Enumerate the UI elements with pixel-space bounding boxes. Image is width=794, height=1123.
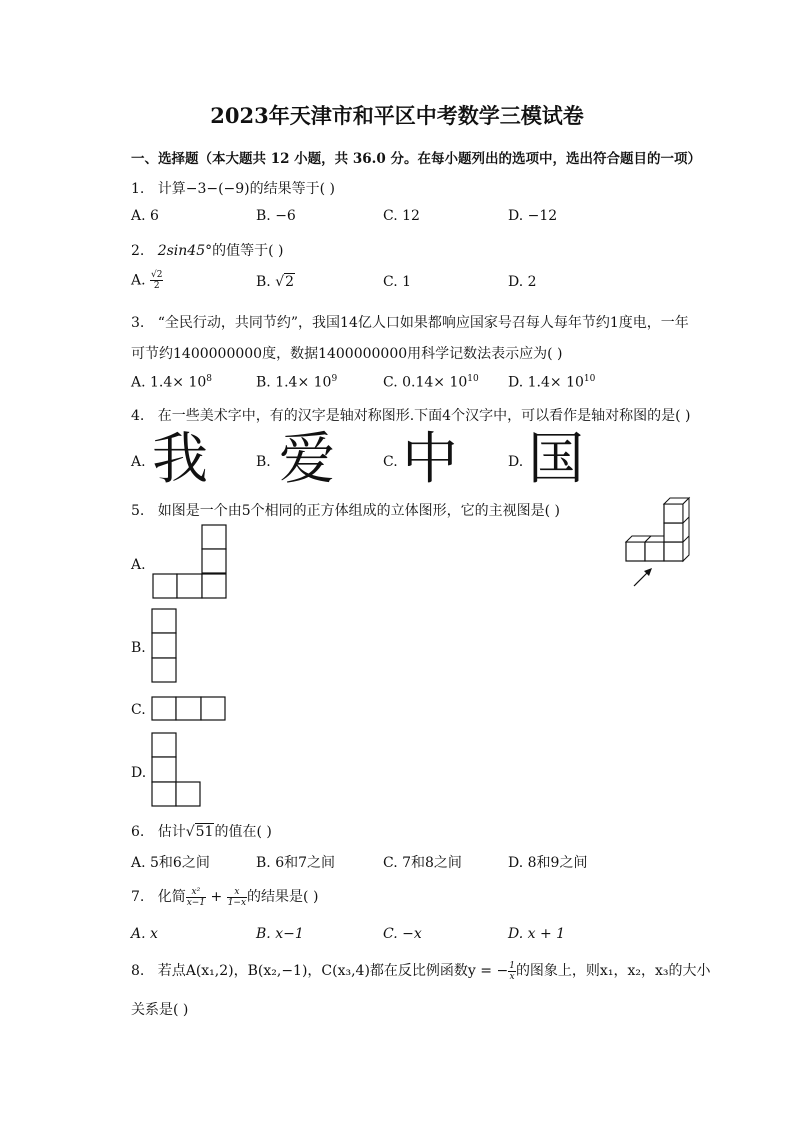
option-b-label[interactable]: B. xyxy=(131,640,146,656)
option-d-label[interactable]: D. xyxy=(131,765,147,781)
question-2 xyxy=(131,240,284,260)
question-number: 4. xyxy=(131,408,145,424)
option-c-label[interactable]: C. xyxy=(131,702,146,718)
fraction-numerator: 1 xyxy=(509,960,515,971)
fraction-denominator: x−1 xyxy=(186,897,206,908)
fraction-numerator: √2 xyxy=(151,270,163,280)
fraction xyxy=(227,887,247,908)
question-4 xyxy=(131,405,690,425)
question-number: 8. xyxy=(131,963,145,979)
question-text: 的值等于( ) xyxy=(212,243,284,259)
fraction-denominator: 2 xyxy=(153,281,160,291)
option-b[interactable]: B. √2 xyxy=(256,274,295,290)
character-zhong: 中 xyxy=(402,427,458,492)
option-label: A. xyxy=(131,272,146,289)
question-number: 7. xyxy=(131,889,145,905)
option-d[interactable] xyxy=(508,374,595,391)
option-exponent: 10 xyxy=(467,374,479,384)
question-text: 若点A(x₁,2)，B(x₂,−1)，C(x₃,4)都在反比例函数y = − xyxy=(157,963,509,979)
option-c[interactable]: C. 12 xyxy=(383,208,420,224)
option-b[interactable] xyxy=(256,374,337,391)
plus-sign: + xyxy=(210,889,223,905)
character-wo: 我 xyxy=(152,427,208,492)
option-b[interactable]: B. −6 xyxy=(256,208,296,224)
option-a-label[interactable]: A. xyxy=(131,454,146,470)
question-text: 如图是一个由5个相同的正方体组成的立体图形，它的主视图是( ) xyxy=(157,503,560,519)
fraction xyxy=(186,887,206,908)
option-a-label[interactable]: A. xyxy=(131,557,146,573)
option-d-label[interactable]: D. xyxy=(508,454,524,470)
question-3 xyxy=(131,312,689,332)
option-d[interactable]: D. 2 xyxy=(508,274,537,290)
option-exponent: 9 xyxy=(331,374,338,384)
option-exponent: 10 xyxy=(583,374,596,384)
fraction xyxy=(150,270,163,291)
cube-front xyxy=(664,523,683,542)
option-a-figure xyxy=(152,524,228,600)
option-label: C. xyxy=(383,374,398,391)
option-c[interactable]: C. 7和8之间 xyxy=(383,855,462,871)
option-c[interactable] xyxy=(383,374,479,391)
cube-side xyxy=(683,498,689,561)
option-a[interactable] xyxy=(131,374,212,391)
question-text: 的值在( ) xyxy=(214,824,272,840)
option-c[interactable]: C. −x xyxy=(383,926,422,942)
question-text: 估计 xyxy=(157,824,186,840)
cube-front xyxy=(664,504,683,523)
option-c[interactable]: C. 1 xyxy=(383,274,412,290)
question-text: 的结果是( ) xyxy=(247,889,319,905)
question-5 xyxy=(131,500,560,520)
option-c-label[interactable]: C. xyxy=(383,454,398,470)
question-7 xyxy=(131,886,318,908)
cube-front xyxy=(626,542,645,561)
option-label: B. xyxy=(256,374,271,391)
question-number: 1. xyxy=(131,181,145,197)
option-d-figure xyxy=(151,732,203,808)
option-base: 1.4× 10 xyxy=(527,374,584,391)
question-6: 6. 估计√51的值在( ) xyxy=(131,824,272,840)
question-text-line2: 可节约1400000000度，数据1400000000用科学记数法表示应为( ) xyxy=(131,346,563,362)
question-number: 5. xyxy=(131,503,145,519)
fraction-denominator: x xyxy=(509,971,515,982)
option-a[interactable]: A. 5和6之间 xyxy=(131,855,210,871)
solid-figure xyxy=(620,496,700,592)
character-ai: 爱 xyxy=(279,427,335,492)
character-guo: 国 xyxy=(528,427,584,492)
option-a[interactable]: A. x xyxy=(131,926,158,942)
question-1 xyxy=(131,178,335,198)
option-d[interactable]: D. 8和9之间 xyxy=(508,855,588,871)
option-label: D. xyxy=(508,374,524,391)
option-a[interactable] xyxy=(131,270,163,291)
option-b[interactable]: B. 6和7之间 xyxy=(256,855,336,871)
fraction-numerator: x² xyxy=(186,887,206,898)
option-base: 1.4× 10 xyxy=(150,374,207,391)
question-number: 2. xyxy=(131,243,145,259)
radicand: 51 xyxy=(195,824,214,840)
question-text-line2: 关系是( ) xyxy=(131,1002,189,1018)
option-label: B. xyxy=(256,274,271,290)
question-number: 3. xyxy=(131,315,145,331)
cube-front xyxy=(664,542,683,561)
page-title: 2023年天津市和平区中考数学三模试卷 xyxy=(210,103,584,128)
question-text: 的图象上，则x₁，x₂，x₃的大小 xyxy=(515,963,711,979)
option-label: A. xyxy=(131,374,146,391)
option-b-figure xyxy=(151,608,179,684)
math-expression: 2sin45° xyxy=(157,243,213,259)
radicand: 2 xyxy=(285,274,295,290)
section-heading: 一、选择题（本大题共 12 小题，共 36.0 分。在每小题列出的选项中，选出符合题目的一项） xyxy=(131,151,701,167)
option-base: 0.14× 10 xyxy=(402,374,468,391)
fraction xyxy=(508,961,516,982)
option-exponent: 8 xyxy=(206,374,213,384)
question-text-line1: “全民行动，共同节约”，我国14亿人口如果都响应国家号召每人每年节约1度电，一年 xyxy=(157,315,689,331)
question-number: 6. xyxy=(131,824,145,840)
option-base: 1.4× 10 xyxy=(275,374,332,391)
fraction-numerator: x xyxy=(227,887,247,898)
fraction-denominator: 1−x xyxy=(227,897,247,908)
option-d[interactable]: D. −12 xyxy=(508,208,558,224)
option-a[interactable]: A. 6 xyxy=(131,208,159,224)
question-text: 计算−3−(−9)的结果等于( ) xyxy=(157,181,336,197)
option-b[interactable]: B. x−1 xyxy=(256,926,304,942)
option-c-figure xyxy=(151,696,229,724)
cube-front xyxy=(645,542,664,561)
question-8 xyxy=(131,960,710,982)
question-text: 化简 xyxy=(157,889,186,905)
option-d[interactable]: D. x + 1 xyxy=(508,926,566,942)
question-text: 在一些美术字中，有的汉字是轴对称图形.下面4个汉字中，可以看作是轴对称图的是( ) xyxy=(157,408,691,424)
option-b-label[interactable]: B. xyxy=(256,454,271,470)
